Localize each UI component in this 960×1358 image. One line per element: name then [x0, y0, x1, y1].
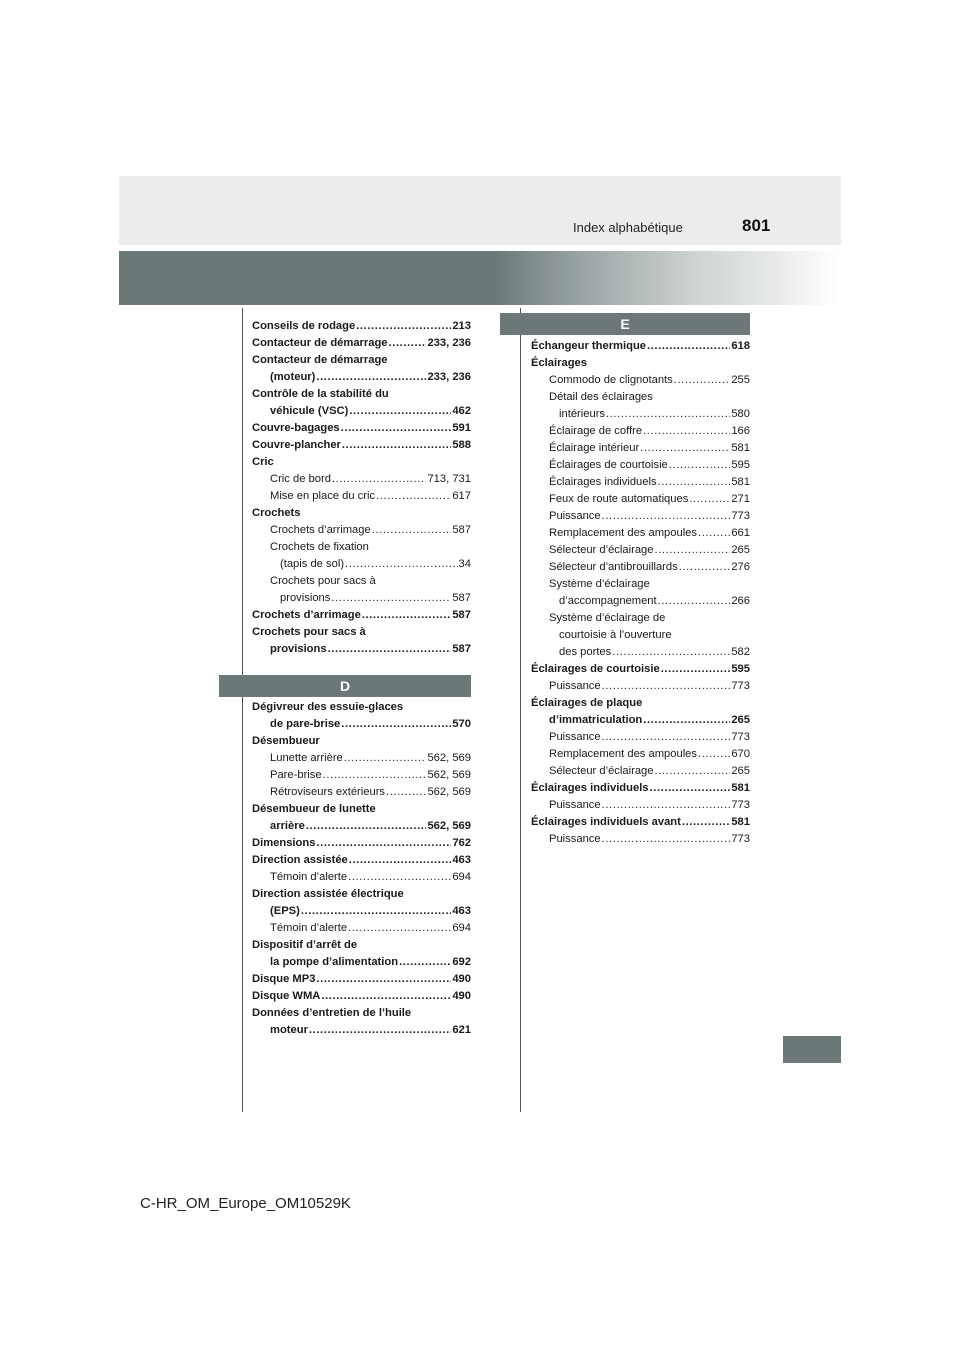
index-entry-term: Commodo de clignotants — [549, 374, 673, 386]
index-entry — [252, 988, 471, 1005]
index-entry-term: Couvre-bagages — [252, 422, 340, 434]
index-entry-page: 562, 569 — [427, 769, 471, 781]
index-entry — [531, 576, 750, 593]
index-entry — [531, 831, 750, 848]
index-entry-term: Témoin d’alerte — [270, 871, 348, 883]
index-entry — [531, 338, 750, 355]
index-entry-term: Mise en place du cric — [270, 490, 376, 502]
index-entry — [531, 695, 750, 712]
index-entry-page: 595 — [731, 663, 750, 675]
dot-leader — [316, 971, 451, 988]
index-entry-page: 233, 236 — [427, 337, 471, 349]
dot-leader — [674, 372, 731, 389]
index-entry-term: d’immatriculation — [549, 714, 643, 726]
dot-leader — [349, 852, 452, 869]
index-entry-term: Témoin d’alerte — [270, 922, 348, 934]
index-entry-term: Éclairages — [531, 357, 587, 369]
index-entry-term: Désembueur de lunette — [252, 803, 376, 815]
dot-leader — [341, 420, 452, 437]
index-entry-term: Système d’éclairage de — [549, 612, 666, 624]
index-entry-term: Sélecteur d’antibrouillards — [549, 561, 678, 573]
index-entry-term: Données d’entretien de l’huile — [252, 1007, 412, 1019]
index-entry-page: 617 — [452, 490, 471, 502]
index-entry-term: (moteur) — [270, 371, 316, 383]
index-entry-page: 166 — [731, 425, 750, 437]
dot-leader — [316, 835, 451, 852]
dot-leader — [602, 729, 731, 746]
index-entry-page: 595 — [731, 459, 750, 471]
dot-leader — [602, 508, 731, 525]
header-banner — [119, 251, 841, 305]
index-entry-page: 773 — [731, 510, 750, 522]
index-entry — [531, 491, 750, 508]
index-entry-term: Contrôle de la stabilité du — [252, 388, 389, 400]
index-entry — [531, 423, 750, 440]
index-entry — [252, 352, 471, 369]
section-header-e: E — [500, 313, 750, 335]
dot-leader — [356, 318, 451, 335]
index-entry — [252, 767, 471, 784]
index-list-d — [252, 699, 471, 1039]
index-entry-page: 265 — [731, 714, 750, 726]
index-entry-page: 271 — [731, 493, 750, 505]
index-entry — [252, 624, 471, 641]
index-entry-page: 694 — [452, 871, 471, 883]
index-entry-page: 562, 569 — [427, 786, 471, 798]
index-entry-term: Cric de bord — [270, 473, 331, 485]
dot-leader — [602, 797, 731, 814]
dot-leader — [650, 780, 731, 797]
index-entry-term: Disque MP3 — [252, 973, 316, 985]
index-entry-term: provisions — [280, 592, 331, 604]
dot-leader — [331, 590, 451, 607]
index-entry-term: Direction assistée — [252, 854, 348, 866]
index-entry-page: 581 — [731, 476, 750, 488]
index-entry — [252, 733, 471, 750]
index-entry-page: 661 — [731, 527, 750, 539]
index-entry-term: Système d’éclairage — [549, 578, 650, 590]
index-entry — [531, 542, 750, 559]
index-entry-page: 213 — [452, 320, 471, 332]
index-entry — [252, 454, 471, 471]
index-entry — [252, 937, 471, 954]
index-entry — [252, 1022, 471, 1039]
index-entry-term: Puissance — [549, 680, 601, 692]
index-entry — [252, 437, 471, 454]
index-entry — [252, 835, 471, 852]
index-entry-page: 581 — [731, 816, 750, 828]
index-entry-term: Rétroviseurs extérieurs — [270, 786, 386, 798]
index-entry — [531, 746, 750, 763]
index-entry-page: 562, 569 — [427, 752, 471, 764]
index-entry-page: 773 — [731, 799, 750, 811]
index-entry-term: Remplacement des ampoules — [549, 527, 697, 539]
index-entry — [531, 712, 750, 729]
index-entry — [531, 627, 750, 644]
index-entry-page: 713, 731 — [427, 473, 471, 485]
dot-leader — [349, 403, 451, 420]
index-entry-page: 618 — [731, 340, 750, 352]
index-entry-term: d’accompagnement — [559, 595, 657, 607]
index-entry — [531, 780, 750, 797]
index-entry-page: 582 — [731, 646, 750, 658]
index-entry-term: Crochets pour sacs à — [252, 626, 366, 638]
index-entry-page: 773 — [731, 833, 750, 845]
index-entry-page: 773 — [731, 731, 750, 743]
index-entry-term: Éclairage intérieur — [549, 442, 640, 454]
dot-leader — [602, 831, 731, 848]
dot-leader — [612, 644, 730, 661]
index-entry-term: Pare-brise — [270, 769, 322, 781]
index-entry-page: 265 — [731, 765, 750, 777]
index-entry — [531, 593, 750, 610]
dot-leader — [301, 903, 451, 920]
index-entry-term: Éclairages de plaque — [531, 697, 643, 709]
index-entry-page: 587 — [452, 609, 471, 621]
index-entry — [252, 750, 471, 767]
index-entry-page: 670 — [731, 748, 750, 760]
index-entry — [252, 801, 471, 818]
index-list-c — [252, 318, 471, 658]
index-entry-term: Puissance — [549, 731, 601, 743]
index-entry — [531, 763, 750, 780]
dot-leader — [372, 522, 452, 539]
index-entry-term: Contacteur de démarrage — [252, 337, 388, 349]
index-entry-page: 581 — [731, 442, 750, 454]
index-entry — [531, 729, 750, 746]
section-header-d: D — [219, 675, 471, 697]
index-entry — [531, 814, 750, 831]
index-entry — [252, 505, 471, 522]
index-entry-term: Sélecteur d’éclairage — [549, 765, 654, 777]
index-entry — [531, 355, 750, 372]
dot-leader — [309, 1022, 451, 1039]
index-entry — [252, 386, 471, 403]
index-entry — [252, 590, 471, 607]
index-entry-term: courtoisie à l’ouverture — [559, 629, 672, 641]
index-entry — [252, 1005, 471, 1022]
dot-leader — [606, 406, 730, 423]
index-entry-page: 587 — [452, 592, 471, 604]
index-entry-term: intérieurs — [559, 408, 606, 420]
page-number: 801 — [742, 216, 771, 235]
index-entry-page: 591 — [452, 422, 471, 434]
dot-leader — [316, 369, 426, 386]
index-entry — [252, 886, 471, 903]
index-entry-term: Conseils de rodage — [252, 320, 356, 332]
dot-leader — [348, 920, 451, 937]
left-column-rule — [242, 308, 243, 1112]
index-entry — [531, 474, 750, 491]
index-entry-page: 276 — [731, 561, 750, 573]
dot-leader — [658, 474, 731, 491]
index-entry-page: 581 — [731, 782, 750, 794]
index-entry-term: Crochets d’arrimage — [252, 609, 361, 621]
index-entry-page: 692 — [452, 956, 471, 968]
index-entry-term: Lunette arrière — [270, 752, 343, 764]
index-entry-term: moteur — [270, 1024, 308, 1036]
index-entry-term: arrière — [270, 820, 305, 832]
index-entry-term: Éclairage de coffre — [549, 425, 643, 437]
index-entry — [252, 369, 471, 386]
index-entry-page: 463 — [452, 905, 471, 917]
index-entry-term: Détail des éclairages — [549, 391, 653, 403]
index-entry-term: Direction assistée électrique — [252, 888, 404, 900]
index-entry-term: Disque WMA — [252, 990, 321, 1002]
index-entry — [252, 573, 471, 590]
index-entry-term: Dégivreur des essuie-glaces — [252, 701, 404, 713]
index-entry — [252, 488, 471, 505]
index-entry — [531, 508, 750, 525]
index-entry-term: Puissance — [549, 510, 601, 522]
header-band — [119, 176, 841, 245]
dot-leader — [362, 607, 452, 624]
dot-leader — [654, 542, 730, 559]
index-entry — [252, 556, 471, 573]
dot-leader — [345, 556, 458, 573]
index-entry-term: Couvre-plancher — [252, 439, 341, 451]
dot-leader — [640, 440, 730, 457]
index-entry — [531, 678, 750, 695]
index-entry — [252, 903, 471, 920]
index-entry-term: Dispositif d’arrêt de — [252, 939, 358, 951]
dot-leader — [647, 338, 730, 355]
index-entry-term: Crochets — [252, 507, 301, 519]
index-entry-page: 762 — [452, 837, 471, 849]
index-entry — [252, 920, 471, 937]
index-entry — [252, 318, 471, 335]
index-entry-page: 587 — [452, 643, 471, 655]
index-entry-page: 562, 569 — [427, 820, 471, 832]
index-entry-term: Éclairages individuels — [549, 476, 657, 488]
index-entry-term: Puissance — [549, 799, 601, 811]
dot-leader — [602, 678, 731, 695]
right-column-rule — [520, 308, 521, 1112]
dot-leader — [661, 661, 731, 678]
index-entry-term: des portes — [559, 646, 612, 658]
index-entry-page: 266 — [731, 595, 750, 607]
dot-leader — [682, 814, 730, 831]
index-entry — [531, 559, 750, 576]
index-entry-page: 580 — [731, 408, 750, 420]
index-entry-term: de pare-brise — [270, 718, 341, 730]
index-entry-page: 588 — [452, 439, 471, 451]
index-entry-page: 463 — [452, 854, 471, 866]
dot-leader — [344, 750, 427, 767]
dot-leader — [389, 335, 427, 352]
index-entry — [252, 539, 471, 556]
index-entry-term: Crochets de fixation — [270, 541, 369, 553]
index-entry-page: 255 — [731, 374, 750, 386]
index-entry-term: (tapis de sol) — [280, 558, 345, 570]
dot-leader — [643, 423, 730, 440]
dot-leader — [376, 488, 451, 505]
index-entry-page: 587 — [452, 524, 471, 536]
index-entry — [252, 522, 471, 539]
dot-leader — [321, 988, 451, 1005]
index-entry-page: 265 — [731, 544, 750, 556]
index-entry — [252, 641, 471, 658]
index-entry-term: Éclairages de courtoisie — [531, 663, 660, 675]
index-entry-term: Éclairages de courtoisie — [549, 459, 668, 471]
index-entry-term: Échangeur thermique — [531, 340, 647, 352]
index-entry-page: 490 — [452, 973, 471, 985]
index-entry-term: Sélecteur d’éclairage — [549, 544, 654, 556]
index-entry — [531, 644, 750, 661]
dot-leader — [698, 525, 730, 542]
index-entry-term: la pompe d’alimentation — [270, 956, 399, 968]
dot-leader — [332, 471, 427, 488]
index-entry-term: Cric — [252, 456, 274, 468]
index-entry-term: Éclairages individuels avant — [531, 816, 681, 828]
index-entry — [252, 607, 471, 624]
index-entry-term: Dimensions — [252, 837, 316, 849]
dot-leader — [348, 869, 451, 886]
dot-leader — [399, 954, 451, 971]
index-entry — [252, 471, 471, 488]
dot-leader — [341, 716, 451, 733]
index-entry-term: Crochets d’arrimage — [270, 524, 371, 536]
index-entry — [252, 954, 471, 971]
index-entry-term: Éclairages individuels — [531, 782, 649, 794]
index-entry-term: Puissance — [549, 833, 601, 845]
index-entry — [252, 716, 471, 733]
index-entry — [252, 699, 471, 716]
index-entry — [252, 852, 471, 869]
dot-leader — [654, 763, 730, 780]
index-entry — [531, 406, 750, 423]
dot-leader — [386, 784, 426, 801]
index-entry-term: Feux de route automatiques — [549, 493, 689, 505]
index-entry-page: 462 — [452, 405, 471, 417]
dot-leader — [679, 559, 731, 576]
dot-leader — [643, 712, 730, 729]
dot-leader — [658, 593, 731, 610]
index-entry-page: 621 — [452, 1024, 471, 1036]
chapter-tab — [783, 1036, 841, 1063]
dot-leader — [323, 767, 427, 784]
index-entry — [531, 372, 750, 389]
index-entry-term: véhicule (VSC) — [270, 405, 349, 417]
index-entry — [252, 784, 471, 801]
index-entry-page: 34 — [458, 558, 471, 570]
index-entry-term: (EPS) — [270, 905, 300, 917]
dot-leader — [698, 746, 730, 763]
index-entry — [252, 335, 471, 352]
index-entry-page: 490 — [452, 990, 471, 1002]
index-entry-term: Contacteur de démarrage — [252, 354, 388, 366]
dot-leader — [669, 457, 731, 474]
index-entry — [531, 661, 750, 678]
index-entry — [252, 971, 471, 988]
index-entry-page: 570 — [452, 718, 471, 730]
index-entry — [531, 525, 750, 542]
dot-leader — [689, 491, 730, 508]
index-entry-term: Désembueur — [252, 735, 320, 747]
dot-leader — [328, 641, 452, 658]
index-entry — [531, 389, 750, 406]
index-entry-term: Remplacement des ampoules — [549, 748, 697, 760]
index-entry — [252, 818, 471, 835]
index-entry-term: Crochets pour sacs à — [270, 575, 376, 587]
index-entry-page: 233, 236 — [427, 371, 471, 383]
index-entry — [531, 610, 750, 627]
index-entry — [531, 440, 750, 457]
index-entry — [252, 869, 471, 886]
index-entry-page: 773 — [731, 680, 750, 692]
index-entry — [252, 403, 471, 420]
document-code: C-HR_OM_Europe_OM10529K — [140, 1195, 351, 1212]
index-entry — [252, 420, 471, 437]
dot-leader — [306, 818, 427, 835]
index-list-e — [531, 338, 750, 848]
index-entry-term: provisions — [270, 643, 327, 655]
index-entry — [531, 457, 750, 474]
dot-leader — [342, 437, 451, 454]
page-section-title: Index alphabétique — [573, 220, 683, 235]
index-entry-page: 694 — [452, 922, 471, 934]
index-entry — [531, 797, 750, 814]
